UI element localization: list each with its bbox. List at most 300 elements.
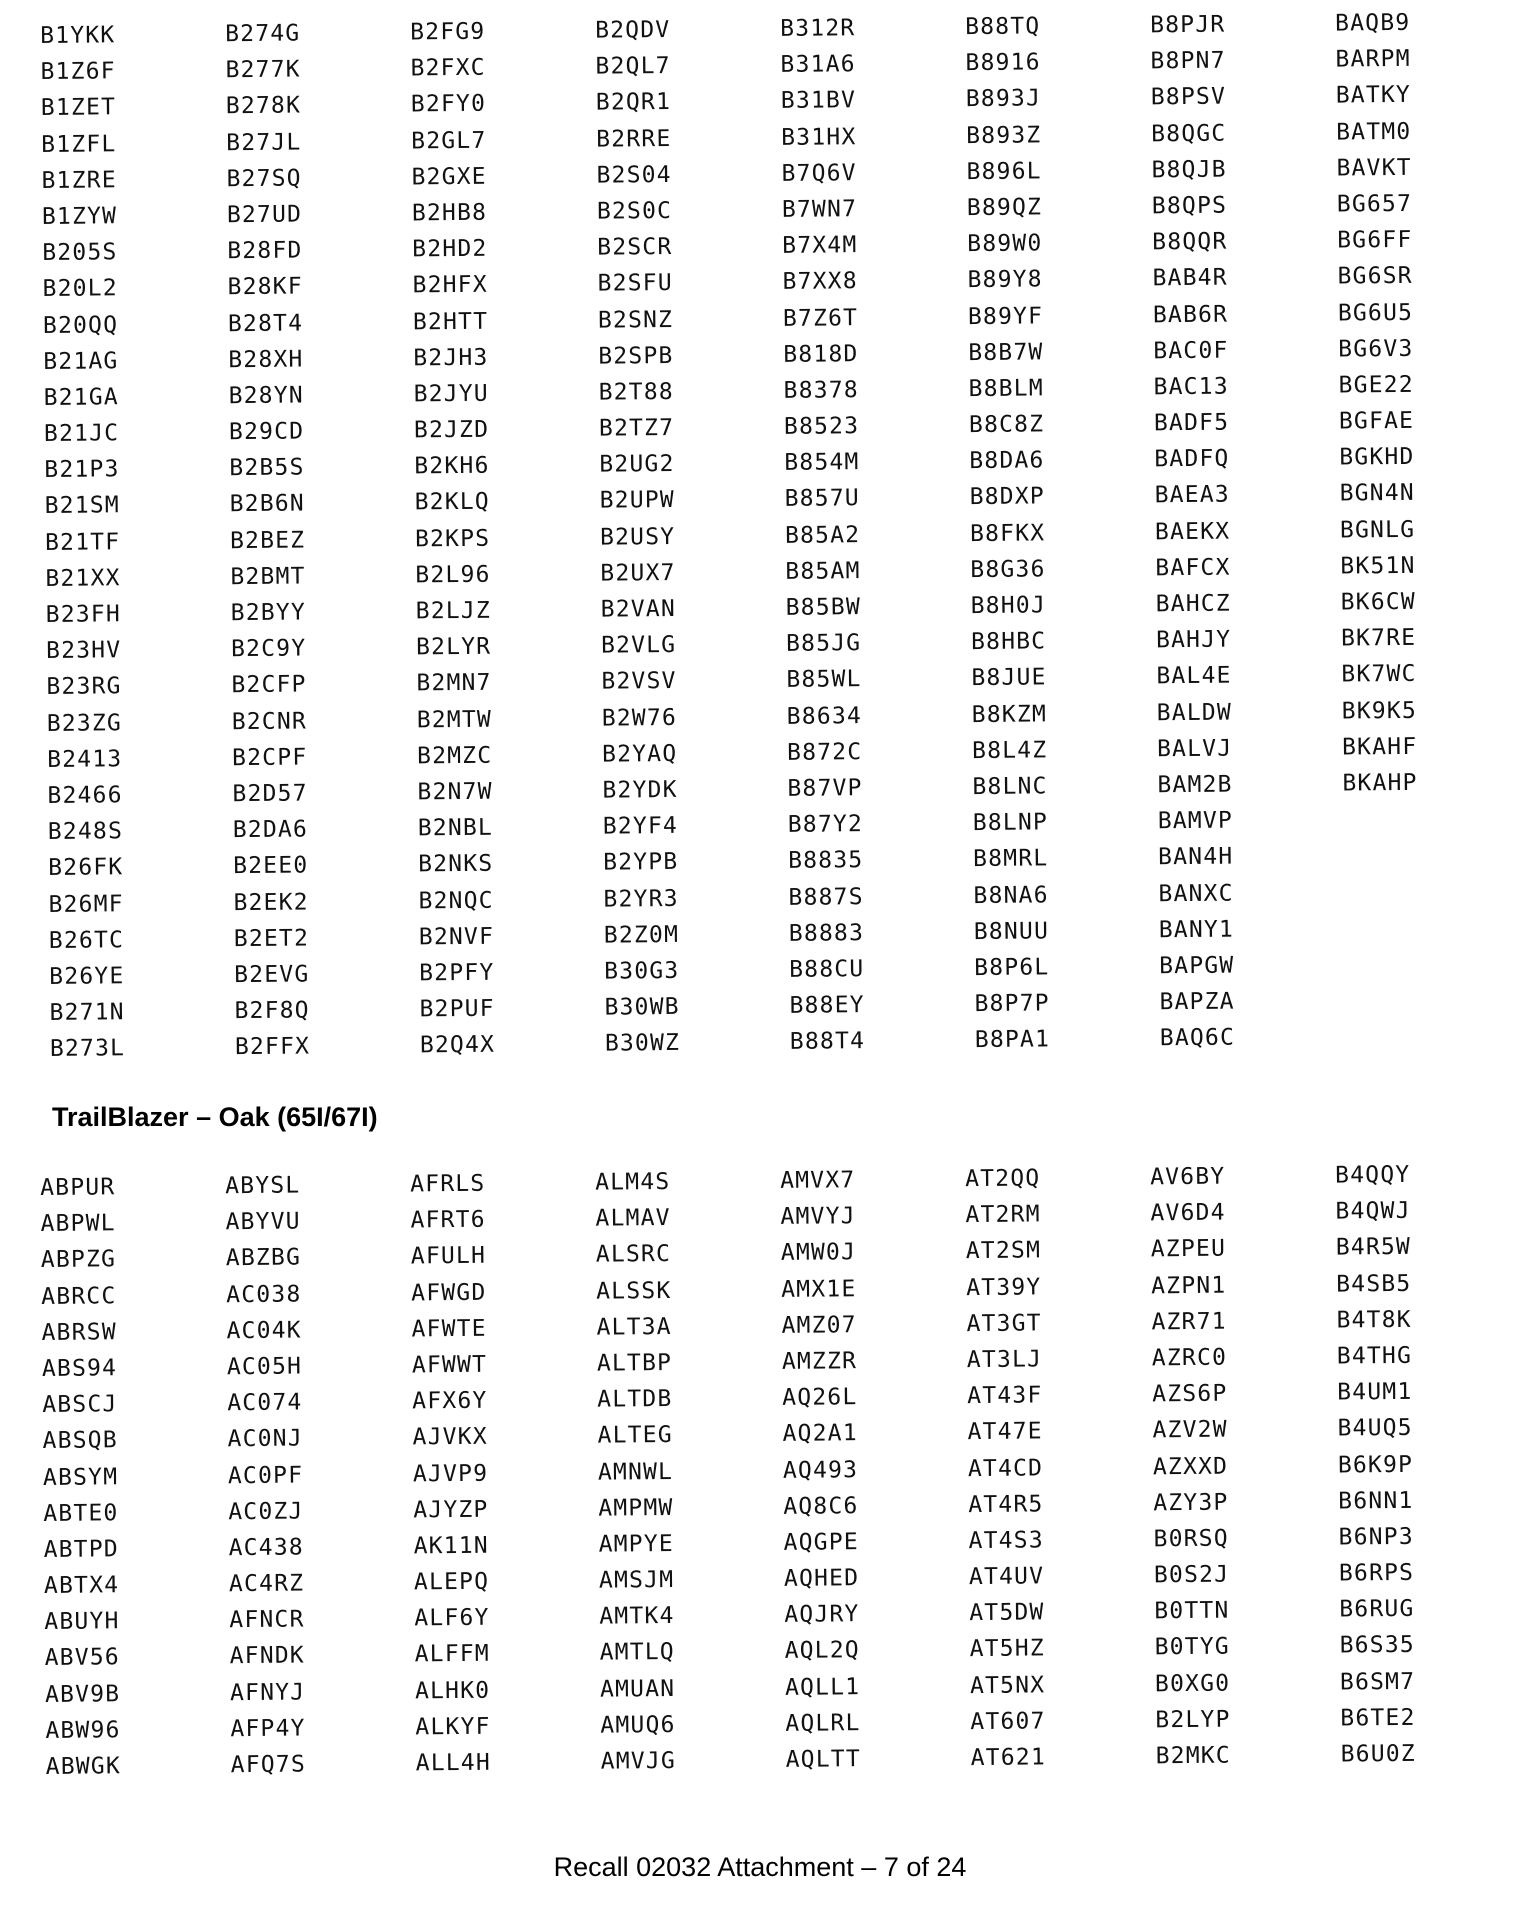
code-cell: B2F8Q: [234, 997, 310, 1025]
code-cell: BAEA3: [1154, 482, 1231, 509]
code-cell: ABSQB: [42, 1427, 118, 1455]
code-cell: AC074: [227, 1389, 303, 1417]
code-cell: AFP4Y: [230, 1715, 306, 1743]
code-cell: B28FD: [227, 237, 303, 265]
top_block-column: [1150, 6, 1345, 1057]
code-cell: B1ZYW: [41, 203, 118, 230]
code-cell: B2SPB: [598, 342, 674, 370]
code-cell: B2MKC: [1155, 1742, 1232, 1770]
code-cell: AFWGD: [411, 1279, 487, 1307]
code-cell: B2SFU: [597, 270, 673, 297]
code-cell: B21TF: [44, 528, 121, 556]
code-cell: BGKHD: [1339, 444, 1415, 471]
code-cell: B857U: [784, 485, 861, 513]
code-cell: BG657: [1336, 190, 1413, 218]
code-cell: B23RG: [46, 673, 122, 701]
code-cell: AQGPE: [783, 1529, 859, 1556]
code-cell: B31BV: [780, 87, 857, 115]
code-cell: AQJRY: [784, 1601, 860, 1629]
code-cell: AZRC0: [1151, 1344, 1228, 1372]
code-cell: B887S: [788, 883, 864, 911]
code-cell: B2413: [46, 745, 123, 773]
code-cell: B2N7W: [417, 778, 493, 806]
code-cell: B8MRL: [972, 845, 1049, 873]
code-cell: ALFFM: [414, 1641, 491, 1668]
code-cell: B2BEZ: [229, 527, 306, 554]
code-cell: B8PA1: [974, 1026, 1051, 1054]
code-cell: B4UM1: [1337, 1378, 1413, 1406]
code-cell: B2HB8: [411, 199, 488, 227]
code-cell: B85BW: [785, 594, 862, 621]
code-cell: B2YR3: [603, 885, 679, 913]
code-cell: B8G36: [970, 556, 1046, 583]
code-cell: B2YPB: [603, 849, 679, 876]
code-cell: B8634: [786, 702, 863, 730]
code-cell: B1ZRE: [41, 167, 117, 194]
code-cell: B6K9P: [1337, 1451, 1414, 1479]
code-cell: AMW0J: [780, 1239, 857, 1267]
code-cell: B21XX: [45, 565, 121, 592]
code-cell: B2PFY: [419, 959, 495, 987]
code-cell: AQLL1: [784, 1673, 861, 1701]
code-cell: B2LYP: [1155, 1706, 1231, 1734]
code-cell: B8KZM: [971, 700, 1048, 728]
code-cell: B8NUU: [973, 918, 1050, 945]
top_block-column: [780, 9, 975, 1060]
code-cell: B88T4: [789, 1028, 866, 1056]
code-cell: B88TQ: [965, 13, 1041, 41]
code-cell: AFULH: [410, 1243, 487, 1270]
code-cell: B89YF: [967, 302, 1044, 330]
code-cell: ABYVU: [225, 1208, 301, 1236]
oak_section-column: [965, 1159, 1156, 1776]
code-cell: BAL4E: [1156, 662, 1232, 690]
code-cell: B2GL7: [411, 127, 487, 155]
code-cell: B30WZ: [604, 1030, 681, 1057]
code-cell: B1ZET: [40, 94, 117, 122]
code-cell: B2SCR: [597, 234, 673, 261]
code-cell: B2HTT: [412, 308, 489, 335]
code-cell: B2HFX: [412, 272, 488, 299]
code-cell: BAQ6C: [1159, 1024, 1236, 1052]
code-cell: BAC13: [1153, 373, 1229, 401]
code-cell: B4QQY: [1334, 1161, 1411, 1189]
code-cell: B8HBC: [970, 628, 1047, 656]
code-cell: BGE22: [1338, 371, 1414, 399]
code-cell: B20QQ: [42, 311, 119, 339]
code-cell: B2B6N: [229, 490, 306, 518]
code-cell: B21GA: [43, 384, 120, 411]
code-cell: B8883: [788, 919, 865, 947]
code-cell: B21SM: [44, 492, 121, 520]
code-cell: B2S04: [596, 161, 672, 189]
code-cell: B8NA6: [973, 881, 1049, 909]
code-cell: B2L96: [415, 561, 491, 589]
oak_section-column: [1150, 1158, 1341, 1775]
code-cell: B7WN7: [781, 196, 858, 223]
code-cell: BKAHP: [1342, 769, 1418, 797]
code-cell: BAPZA: [1159, 988, 1235, 1016]
code-cell: AQLRL: [785, 1709, 861, 1737]
code-cell: AV6D4: [1150, 1199, 1226, 1227]
code-cell: B8B7W: [968, 339, 1044, 366]
code-cell: ABSYM: [42, 1463, 119, 1491]
code-cell: B2BMT: [230, 563, 306, 591]
code-cell: B87VP: [787, 775, 863, 802]
code-cell: ALEPQ: [413, 1568, 490, 1596]
code-cell: B8FKX: [969, 519, 1046, 547]
code-cell: B2USY: [599, 523, 676, 551]
code-cell: B2VSV: [601, 668, 677, 696]
code-cell: B8P7P: [974, 990, 1050, 1018]
code-cell: B8916: [965, 49, 1041, 77]
code-cell: ALMAV: [595, 1205, 671, 1232]
code-cell: B8C8Z: [968, 411, 1045, 439]
code-cell: AMPYE: [598, 1530, 674, 1558]
code-cell: B28T4: [227, 309, 304, 337]
code-cell: B4THG: [1336, 1342, 1413, 1370]
code-cell: BAEKX: [1154, 518, 1231, 545]
code-cell: AMUQ6: [600, 1711, 676, 1739]
code-cell: B31HX: [781, 123, 857, 151]
section-heading-oak: TrailBlazer – Oak (65I/67I): [52, 1102, 378, 1132]
code-cell: B2466: [47, 782, 123, 809]
code-cell: B6RPS: [1338, 1559, 1415, 1587]
code-cell: B271N: [49, 999, 125, 1027]
code-cell: ABZBG: [225, 1244, 302, 1272]
code-cell: BK6CW: [1340, 588, 1417, 616]
code-cell: B2S0C: [596, 197, 673, 225]
code-cell: B2HD2: [412, 235, 488, 263]
code-cell: B7XX8: [782, 268, 858, 296]
code-cell: ABW96: [45, 1717, 121, 1744]
code-cell: B8378: [783, 377, 859, 404]
code-cell: AZV2W: [1152, 1416, 1228, 1444]
code-cell: AFRT6: [410, 1206, 486, 1234]
code-cell: AT47E: [967, 1418, 1043, 1446]
code-cell: B6NP3: [1338, 1523, 1414, 1551]
code-cell: BANY1: [1158, 916, 1235, 943]
code-cell: AT2SM: [965, 1237, 1042, 1265]
code-cell: B2FG9: [410, 18, 486, 46]
code-cell: BK9K5: [1341, 697, 1418, 725]
code-cell: B0XG0: [1154, 1670, 1231, 1697]
code-cell: AC4RZ: [228, 1570, 305, 1598]
code-cell: B2EE0: [233, 852, 309, 880]
code-cell: B1ZFL: [41, 130, 117, 158]
code-cell: B2SNZ: [597, 306, 674, 334]
code-cell: B2UX7: [600, 559, 676, 587]
code-cell: BAPGW: [1159, 952, 1235, 980]
code-cell: B30WB: [604, 993, 680, 1021]
code-cell: AMUAN: [599, 1675, 676, 1703]
code-cell: B273L: [49, 1035, 126, 1063]
code-cell: ABPWL: [40, 1210, 116, 1238]
code-cell: BANXC: [1158, 880, 1234, 907]
code-cell: B21P3: [44, 456, 120, 484]
code-cell: AQ493: [782, 1456, 859, 1484]
code-cell: B28XH: [228, 346, 304, 373]
code-cell: ABTX4: [43, 1572, 120, 1600]
code-cell: AT2QQ: [965, 1165, 1041, 1193]
oak_section-column: [595, 1163, 786, 1780]
code-cell: B4SB5: [1336, 1270, 1412, 1298]
code-cell: AJVP9: [412, 1460, 489, 1487]
code-cell: B1Z6F: [40, 58, 116, 86]
code-cell: BG6FF: [1337, 226, 1413, 254]
code-cell: B896L: [966, 158, 1042, 185]
code-cell: B2Q4X: [419, 1031, 496, 1059]
code-cell: BK51N: [1340, 552, 1416, 580]
code-cell: AT621: [970, 1744, 1047, 1772]
code-cell: AT4UV: [968, 1563, 1045, 1591]
code-cell: AFNCR: [229, 1606, 305, 1634]
code-cell: BAB4R: [1152, 264, 1228, 292]
code-cell: AT43F: [967, 1382, 1043, 1410]
code-cell: B2MZC: [416, 742, 493, 770]
code-cell: AQ2A1: [782, 1420, 858, 1448]
code-cell: B4R5W: [1335, 1234, 1412, 1261]
code-cell: AZPN1: [1151, 1272, 1227, 1299]
code-cell: AC0NJ: [227, 1425, 303, 1453]
code-cell: B26MF: [48, 890, 124, 918]
code-cell: AFRLS: [410, 1170, 486, 1198]
code-cell: AMNWL: [597, 1458, 674, 1486]
code-cell: B2FXC: [410, 54, 486, 82]
code-cell: AT607: [970, 1708, 1046, 1735]
code-cell: AMX1E: [781, 1275, 857, 1303]
code-cell: AFQ7S: [230, 1751, 307, 1779]
code-cell: B8JUE: [971, 664, 1047, 692]
code-cell: B26YE: [49, 963, 125, 990]
top_block-column: [1335, 4, 1520, 1055]
code-cell: ABPUR: [40, 1174, 116, 1201]
code-cell: AQLTT: [785, 1746, 862, 1773]
code-cell: B2UG2: [599, 451, 675, 478]
code-cell: B278K: [225, 92, 302, 120]
code-cell: B2PUF: [419, 995, 495, 1023]
code-cell: ALTDB: [597, 1386, 673, 1413]
page-footer: Recall 02032 Attachment – 7 of 24: [553, 1852, 967, 1882]
code-cell: AMTK4: [599, 1603, 675, 1630]
code-cell: B7Z6T: [782, 304, 859, 332]
code-cell: B8P6L: [974, 954, 1050, 981]
code-cell: B2LJZ: [415, 597, 492, 625]
code-cell: BG6U5: [1337, 299, 1414, 327]
code-cell: BADF5: [1153, 409, 1230, 437]
code-cell: AZR71: [1151, 1308, 1227, 1336]
code-cell: B0RSQ: [1153, 1525, 1229, 1553]
code-cell: AT5NX: [969, 1671, 1046, 1699]
code-cell: AQL2Q: [784, 1637, 861, 1665]
code-cell: BGNLG: [1339, 516, 1416, 544]
code-cell: B85AM: [785, 557, 861, 585]
code-cell: BAVKT: [1336, 154, 1412, 182]
code-cell: AJYZP: [413, 1496, 489, 1524]
code-cell: ALKYF: [415, 1713, 491, 1741]
vin-code-grid-top: [40, 4, 1500, 1067]
code-cell: ALF6Y: [414, 1604, 490, 1632]
code-cell: ABRSW: [41, 1319, 117, 1346]
code-cell: B248S: [47, 818, 124, 846]
code-cell: B8PJR: [1149, 11, 1226, 39]
code-cell: B2YF4: [602, 813, 679, 840]
code-cell: ABPZG: [40, 1246, 117, 1274]
code-cell: AMPMW: [598, 1494, 674, 1522]
code-cell: ALHK0: [414, 1677, 491, 1705]
code-cell: BAB6R: [1152, 301, 1229, 328]
code-cell: AZXXD: [1152, 1453, 1229, 1480]
code-cell: BGN4N: [1339, 480, 1416, 507]
code-cell: B2NQC: [418, 887, 494, 914]
code-cell: B8L4Z: [971, 737, 1048, 764]
oak_section-column: [225, 1166, 416, 1783]
code-cell: AMZ07: [781, 1311, 857, 1339]
code-cell: B87Y2: [787, 811, 864, 838]
code-cell: B8PN7: [1150, 47, 1226, 75]
oak_section-column: [410, 1165, 601, 1782]
code-cell: ABS94: [41, 1355, 118, 1382]
code-cell: AT3LJ: [966, 1346, 1043, 1374]
code-cell: B2MTW: [416, 706, 493, 733]
code-cell: B2UPW: [599, 487, 676, 515]
code-cell: B6U0Z: [1340, 1740, 1417, 1768]
code-cell: B2NVF: [418, 923, 495, 951]
code-cell: AFNDK: [229, 1642, 306, 1670]
code-cell: B88EY: [789, 992, 865, 1019]
code-cell: BAQB9: [1334, 9, 1411, 37]
code-cell: ALSRC: [595, 1241, 672, 1269]
code-cell: ABTE0: [43, 1499, 119, 1527]
code-cell: AMTLQ: [599, 1639, 676, 1667]
code-cell: B277K: [225, 56, 301, 84]
code-cell: ABRCC: [41, 1282, 117, 1310]
code-cell: AT5HZ: [969, 1635, 1046, 1663]
code-cell: B8PSV: [1150, 83, 1227, 111]
vin-code-grid-oak: [40, 1156, 1496, 1785]
code-cell: B8523: [783, 413, 860, 440]
code-cell: AC04K: [226, 1317, 302, 1344]
code-cell: B2QR1: [595, 89, 672, 117]
code-cell: B89W0: [967, 230, 1043, 258]
code-cell: BATKY: [1335, 82, 1412, 109]
code-cell: B28KF: [227, 273, 303, 301]
code-cell: BK7WC: [1341, 661, 1417, 688]
code-cell: BKAHF: [1341, 733, 1418, 761]
code-cell: AZS6P: [1152, 1380, 1228, 1408]
code-cell: B2EK2: [233, 888, 309, 916]
code-cell: B27JL: [226, 129, 302, 156]
code-cell: BAFCX: [1155, 554, 1231, 582]
code-cell: ABWGK: [45, 1753, 122, 1780]
code-cell: AZY3P: [1153, 1489, 1229, 1517]
code-cell: B27UD: [226, 201, 303, 229]
code-cell: AMZZR: [781, 1348, 858, 1375]
code-cell: AC05H: [226, 1353, 303, 1381]
code-cell: B2T88: [598, 378, 674, 406]
code-cell: B205S: [42, 239, 118, 267]
code-cell: B6NN1: [1338, 1487, 1414, 1515]
code-cell: B8BLM: [968, 375, 1044, 402]
code-cell: BARPM: [1335, 46, 1411, 73]
code-cell: B23ZG: [46, 709, 123, 737]
code-cell: AFNYJ: [229, 1679, 306, 1706]
code-cell: AC038: [226, 1281, 302, 1308]
code-cell: B2B5S: [229, 454, 305, 482]
code-cell: ABSCJ: [42, 1391, 118, 1419]
code-cell: B85WL: [786, 666, 862, 694]
code-cell: B2FFX: [234, 1033, 311, 1061]
code-cell: B274G: [225, 20, 301, 48]
code-cell: BG6SR: [1337, 263, 1413, 290]
code-cell: B2MN7: [416, 670, 492, 697]
code-cell: B4QWJ: [1335, 1198, 1411, 1225]
code-cell: BAMVP: [1157, 807, 1234, 835]
code-cell: AT4S3: [968, 1527, 1044, 1554]
oak_section-column: [1335, 1156, 1520, 1773]
code-cell: B29CD: [228, 418, 305, 446]
code-cell: AT4R5: [968, 1491, 1044, 1518]
code-cell: BALDW: [1156, 699, 1233, 726]
code-cell: ALTBP: [596, 1349, 673, 1377]
code-cell: B2JYU: [413, 380, 490, 408]
code-cell: AT2RM: [965, 1201, 1041, 1229]
code-cell: B2KPS: [414, 525, 491, 553]
code-cell: B2VAN: [600, 595, 677, 623]
code-cell: BATM0: [1336, 118, 1412, 146]
code-cell: B8DA6: [969, 447, 1045, 475]
code-cell: B89QZ: [966, 194, 1043, 222]
code-cell: BGFAE: [1338, 407, 1415, 435]
code-cell: AMVYJ: [780, 1203, 856, 1231]
code-cell: AQHED: [783, 1565, 860, 1592]
code-cell: B26FK: [48, 854, 124, 882]
code-cell: B0TTN: [1154, 1597, 1230, 1625]
code-cell: ABTPD: [43, 1536, 120, 1563]
code-cell: B6SM7: [1339, 1668, 1416, 1696]
code-cell: B2YAQ: [601, 740, 678, 768]
code-cell: AT39Y: [966, 1273, 1042, 1301]
code-cell: AMVJG: [600, 1747, 677, 1775]
code-cell: B8QGC: [1151, 120, 1227, 147]
oak_section-column: [780, 1161, 971, 1778]
code-cell: B23HV: [45, 637, 122, 665]
code-cell: AC0PF: [227, 1461, 304, 1489]
code-cell: B2BYY: [230, 599, 307, 627]
code-cell: B818D: [783, 340, 859, 368]
code-cell: AMVX7: [780, 1167, 856, 1194]
code-cell: AT5DW: [969, 1599, 1045, 1627]
code-cell: B8LNC: [972, 773, 1048, 801]
code-cell: ABUYH: [44, 1608, 120, 1636]
code-cell: AC438: [228, 1534, 305, 1562]
code-cell: ALSSK: [596, 1277, 672, 1305]
code-cell: B21AG: [43, 347, 119, 375]
code-cell: B2LYR: [415, 633, 492, 661]
code-cell: B6S35: [1339, 1632, 1416, 1659]
code-cell: B8835: [788, 847, 864, 875]
top_block-column: [40, 16, 235, 1067]
code-cell: B2DA6: [232, 816, 309, 844]
code-cell: B2KLQ: [414, 489, 491, 516]
code-cell: B4T8K: [1336, 1306, 1412, 1334]
code-cell: B2NBL: [417, 814, 494, 842]
code-cell: B2KH6: [414, 452, 490, 480]
code-cell: B854M: [784, 449, 860, 477]
code-cell: B31A6: [780, 51, 856, 79]
code-cell: B7X4M: [782, 232, 858, 260]
code-cell: BAC0F: [1153, 337, 1229, 365]
